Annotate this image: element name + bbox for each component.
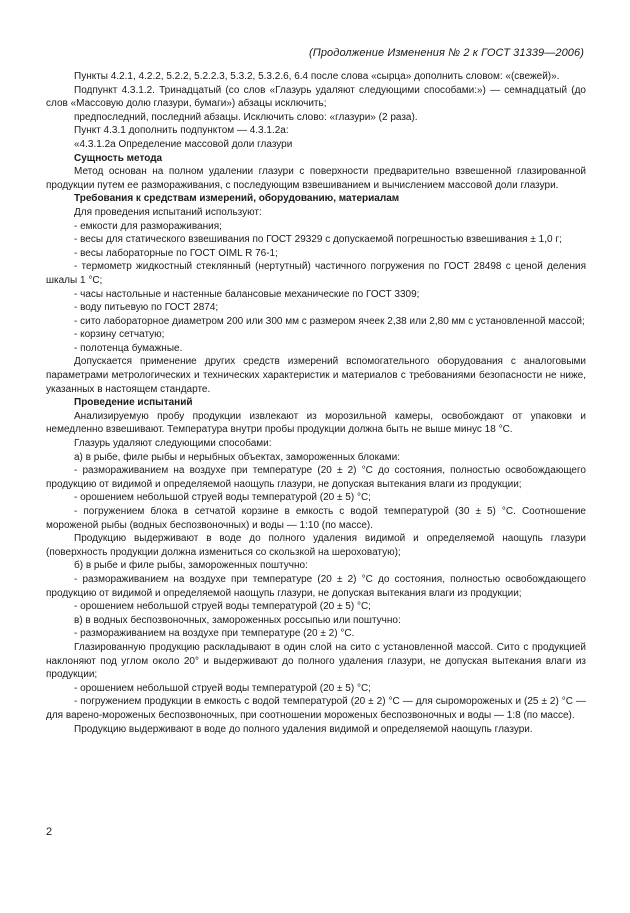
paragraph: - термометр жидкостный стеклянный (нертутный) частичного погружения по ГОСТ 28498 с ценой деления шкалы 1 °С; <box>46 261 586 286</box>
paragraph: - корзину сетчатую; <box>74 329 165 341</box>
paragraph: - емкости для размораживания; <box>74 220 222 232</box>
paragraph: Продукцию выдерживают в воде до полного удаления видимой и определяемой наощупь глазури. <box>74 723 533 735</box>
paragraph: Подпункт 4.3.1.2. Тринадцатый (со слов «Глазурь удаляют следующими способами:») — семнадцатый (до слов «Массовую долю глазури, бумаги») абзацы исключить; <box>46 84 586 110</box>
paragraph: - орошением небольшой струей воды температурой (20 ± 5) °С; <box>74 682 371 694</box>
paragraph: Метод основан на полном удалении глазури с поверхности предварительно взвешенной глазированной продукции путем ее размораживания, с последующим взвешиванием и вычислением массовой доли глазури. <box>46 166 586 191</box>
paragraph: - весы лабораторные по ГОСТ OIML R 76-1; <box>74 247 278 259</box>
paragraph: в) в водных беспозвоночных, замороженных россыпью или поштучно: <box>74 614 401 626</box>
paragraph: - весы для статического взвешивания по ГОСТ 29329 с допускаемой погрешностью взвешивания ± 1,0 г; <box>74 234 562 246</box>
page-number: 2 <box>46 826 53 838</box>
paragraph: - размораживанием на воздухе при температуре (20 ± 2) °С. <box>74 628 355 640</box>
paragraph: - сито лабораторное диаметром 200 или 300 мм с размером ячеек 2,38 или 2,80 мм с установленной массой; <box>74 315 585 327</box>
paragraph: Допускается применение других средств измерений вспомогательного оборудования с аналоговыми параметрами метрологических и технических характеристик и материалов с требованиями безопасности не ниже, указанных в настоящем стандарте. <box>46 356 586 395</box>
section-heading: Сущность метода <box>74 152 163 164</box>
document-body <box>46 70 586 736</box>
page-header: (Продолжение Изменения № 2 к ГОСТ 31339—2006) <box>309 47 584 59</box>
paragraph: - размораживанием на воздухе при температуре (20 ± 2) °С до состояния, полностью освобождающего продукцию от видимой и определяемой наощупь глазури, не допуская вытекания влаги из продукции; <box>46 465 586 490</box>
paragraph: Для проведения испытаний используют: <box>74 206 262 218</box>
section-heading: Требования к средствам измерений, оборудованию, материалам <box>74 193 400 205</box>
paragraph: - погружением блока в сетчатой корзине в емкость с водой температурой (30 ± 5) °С. Соотношение мороженой рыбы (водных беспозвоночных) и воды — 1:10 (по массе). <box>46 506 586 531</box>
paragraph: а) в рыбе, филе рыбы и нерыбных объектах, замороженных блоками: <box>74 451 400 463</box>
paragraph: б) в рыбе и филе рыбы, замороженных поштучно: <box>74 560 308 572</box>
paragraph: Глазированную продукцию раскладывают в один слой на сито с установленной массой. Сито с продукцией наклоняют под углом около 20° и выдерживают до полного удаления глазури, не допуская вытекания влаги из продукции; <box>46 641 586 681</box>
paragraph: - размораживанием на воздухе при температуре (20 ± 2) °С до состояния, полностью освобождающего продукцию от видимой и определяемой наощупь глазури, не допуская вытекания влаги из продукции; <box>46 573 586 599</box>
paragraph: Пункты 4.2.1, 4.2.2, 5.2.2, 5.2.2.3, 5.3.2, 5.3.2.6, 6.4 после слова «сырца» дополнить словом: «(свежей)». <box>74 71 560 82</box>
paragraph: - орошением небольшой струей воды температурой (20 ± 5) °С; <box>74 601 371 613</box>
paragraph: «4.3.1.2а Определение массовой доли глазури <box>74 138 293 150</box>
paragraph: - полотенца бумажные. <box>74 342 183 354</box>
paragraph: Пункт 4.3.1 дополнить подпунктом — 4.3.1.2а: <box>74 125 289 137</box>
paragraph: - часы настольные и настенные балансовые механические по ГОСТ 3309; <box>74 288 420 300</box>
paragraph: Глазурь удаляют следующими способами: <box>74 438 272 450</box>
paragraph: Анализируемую пробу продукции извлекают из морозильной камеры, освобождают от упаковки и немедленно взвешивают. Температура внутри пробы продукции должна быть не выше минус 18 °С. <box>46 410 586 436</box>
paragraph: - орошением небольшой струей воды температурой (20 ± 5) °С; <box>74 492 371 504</box>
paragraph: Продукцию выдерживают в воде до полного удаления видимой и определяемой наощупь глазури (поверхность продукции должна измениться со скользкой на шероховатую); <box>46 533 586 558</box>
paragraph: - погружением продукции в емкость с водой температурой (20 ± 2) °С — для сыромороженых и (25 ± 2) °С — для варено-мороженых беспозвоночных, при соотношении мороженых беспозвоночных и воды — 1:8 (по массе). <box>46 696 586 721</box>
section-heading: Проведение испытаний <box>74 397 193 409</box>
paragraph: - воду питьевую по ГОСТ 2874; <box>74 302 219 314</box>
paragraph: предпоследний, последний абзацы. Исключить слово: «глазури» (2 раза). <box>74 111 418 123</box>
